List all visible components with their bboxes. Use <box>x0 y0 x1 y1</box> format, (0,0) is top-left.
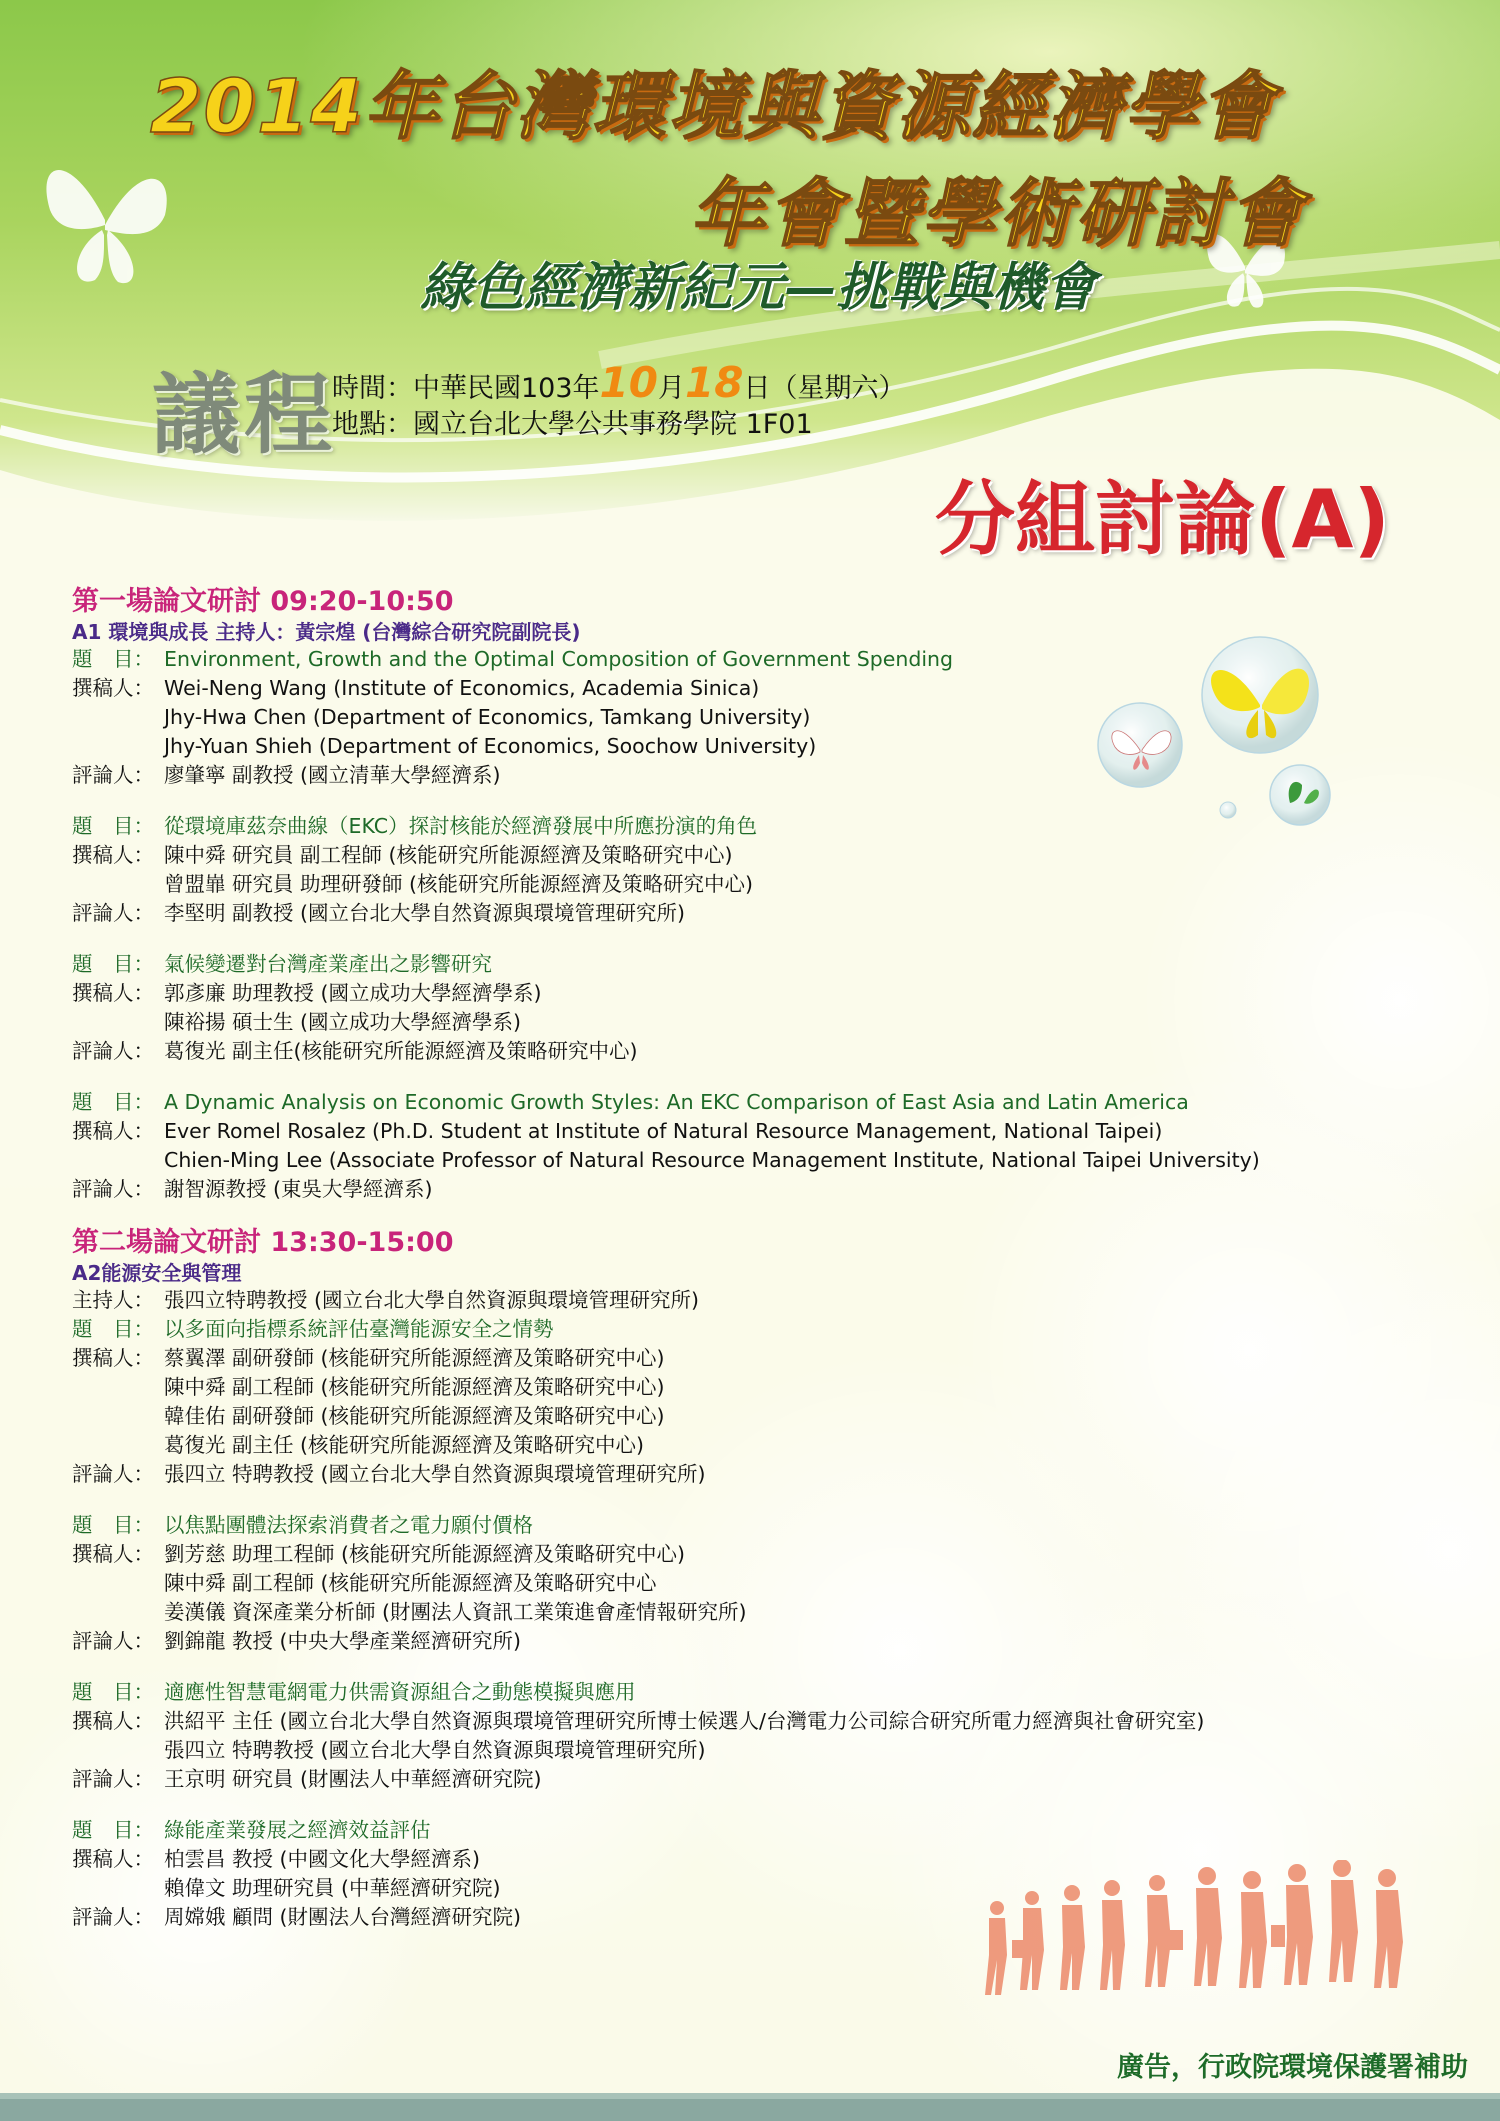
author: 韓佳佑 副研發師 (核能研究所能源經濟及策略研究中心) <box>164 1404 665 1428</box>
discussant-label: 評論人： <box>72 1177 154 1201</box>
paper-title-label: 題 目： <box>72 1090 154 1114</box>
walking-people-icon <box>975 1860 1435 2000</box>
paper-discussant-row <box>72 1175 1452 1204</box>
paper-title-row <box>72 812 1452 841</box>
authors-label: 撰稿人： <box>72 1119 154 1143</box>
author: 姜漢儀 資深產業分析師 (財團法人資訊工業策進會產情報研究所) <box>164 1600 747 1624</box>
paper-author-row <box>72 1707 1452 1736</box>
discussant: 張四立 特聘教授 (國立台北大學自然資源與環境管理研究所) <box>164 1462 706 1486</box>
paper-item <box>72 1511 1452 1656</box>
event-time <box>332 358 905 407</box>
author: 陳裕揚 碩士生 (國立成功大學經濟學系) <box>164 1010 522 1034</box>
session-track: A1 環境與成長 主持人：黃宗煌 (台灣綜合研究院副院長) <box>72 620 581 644</box>
author: 葛復光 副主任 (核能研究所能源經濟及策略研究中心) <box>164 1433 645 1457</box>
paper-item <box>72 1315 1452 1489</box>
main-title-line1: 2014年台灣環境與資源經濟學會 <box>150 64 1276 150</box>
paper-discussant-row <box>72 899 1452 928</box>
paper-item <box>72 1088 1452 1204</box>
paper-discussant-row <box>72 1460 1452 1489</box>
paper-author-row <box>72 1117 1452 1146</box>
discussant-label: 評論人： <box>72 763 154 787</box>
paper-title-row <box>72 1315 1452 1344</box>
discussant: 李堅明 副教授 (國立台北大學自然資源與環境管理研究所) <box>164 901 686 925</box>
session-track: A2能源安全與管理 <box>72 1261 242 1285</box>
paper-title-label: 題 目： <box>72 952 154 976</box>
author: 蔡翼澤 副研發師 (核能研究所能源經濟及策略研究中心) <box>164 1346 665 1370</box>
paper-title-row <box>72 645 1452 674</box>
paper-title: 綠能產業發展之經濟效益評估 <box>164 1818 431 1842</box>
footer-note: 廣告，行政院環境保護署補助 <box>1117 2052 1468 2083</box>
paper-title: 從環境庫茲奈曲線（EKC）探討核能於經濟發展中所應扮演的角色 <box>164 814 758 838</box>
section-title: 分組討論(A) <box>934 473 1390 566</box>
paper-title: A Dynamic Analysis on Economic Growth Styles: An EKC Comparison of East Asia and Latin America <box>164 1090 1189 1114</box>
subtitle: 綠色經濟新紀元—挑戰與機會 <box>420 257 1097 318</box>
paper-author-row <box>72 1569 1452 1598</box>
paper-author-row <box>72 1540 1452 1569</box>
agenda-label: 議程 <box>152 363 337 466</box>
main-title-line2: 年會暨學術研討會 <box>690 171 1306 257</box>
authors-label: 撰稿人： <box>72 843 154 867</box>
paper-title: 適應性智慧電網電力供需資源組合之動態模擬與應用 <box>164 1680 636 1704</box>
event-day: 18 <box>685 358 744 407</box>
discussant: 廖肇寧 副教授 (國立清華大學經濟系) <box>164 763 501 787</box>
paper-author-row <box>72 1598 1452 1627</box>
paper-author-row <box>72 1431 1452 1460</box>
session-title: 第一場論文研討 09:20-10:50 <box>72 586 454 617</box>
paper-item <box>72 1678 1452 1794</box>
host: 張四立特聘教授 (國立台北大學自然資源與環境管理研究所) <box>164 1288 700 1312</box>
discussant-label: 評論人： <box>72 1905 154 1929</box>
paper-title-label: 題 目： <box>72 1680 154 1704</box>
event-place: 地點：國立台北大學公共事務學院 1F01 <box>332 409 813 440</box>
author: Wei-Neng Wang (Institute of Economics, Academia Sinica) <box>164 676 760 700</box>
author: 洪紹平 主任 (國立台北大學自然資源與環境管理研究所博士候選人/台灣電力公司綜合研究所電力經濟與社會研究室) <box>164 1709 1205 1733</box>
discussant-label: 評論人： <box>72 1629 154 1653</box>
authors-label: 撰稿人： <box>72 676 154 700</box>
discussant-label: 評論人： <box>72 1767 154 1791</box>
program-list <box>72 585 1452 1932</box>
paper-title-row <box>72 950 1452 979</box>
paper-discussant-row <box>72 1765 1452 1794</box>
event-month: 10 <box>599 358 658 407</box>
discussant-label: 評論人： <box>72 1462 154 1486</box>
author: 曾盟㠑 研究員 助理研發師 (核能研究所能源經濟及策略研究中心) <box>164 872 754 896</box>
paper-author-row <box>72 1736 1452 1765</box>
session-title: 第二場論文研討 13:30-15:00 <box>72 1227 454 1258</box>
paper-title: 以焦點團體法探索消費者之電力願付價格 <box>164 1513 533 1537</box>
author: 陳中舜 副工程師 (核能研究所能源經濟及策略研究中心 <box>164 1571 657 1595</box>
paper-item <box>72 645 1452 790</box>
author: 張四立 特聘教授 (國立台北大學自然資源與環境管理研究所) <box>164 1738 706 1762</box>
paper-discussant-row <box>72 1627 1452 1656</box>
author: 劉芳慈 助理工程師 (核能研究所能源經濟及策略研究中心) <box>164 1542 686 1566</box>
event-day-suffix: 日（星期六） <box>743 373 906 404</box>
authors-label: 撰稿人： <box>72 1346 154 1370</box>
discussant-label: 評論人： <box>72 1039 154 1063</box>
paper-author-row <box>72 1402 1452 1431</box>
paper-author-row <box>72 1373 1452 1402</box>
paper-author-row <box>72 979 1452 1008</box>
discussant-label: 評論人： <box>72 901 154 925</box>
author: Chien-Ming Lee (Associate Professor of Natural Resource Management Institute, National Taipei University) <box>164 1148 1260 1172</box>
paper-author-row <box>72 732 1452 761</box>
paper-title-row <box>72 1816 1452 1845</box>
discussant: 謝智源教授 (東吳大學經濟系) <box>164 1177 433 1201</box>
paper-title: 氣候變遷對台灣產業產出之影響研究 <box>164 952 492 976</box>
event-time-prefix: 時間：中華民國103年 <box>332 373 600 404</box>
author: 陳中舜 副工程師 (核能研究所能源經濟及策略研究中心) <box>164 1375 665 1399</box>
paper-title-label: 題 目： <box>72 1513 154 1537</box>
author: 郭彥廉 助理教授 (國立成功大學經濟學系) <box>164 981 542 1005</box>
discussant: 葛復光 副主任(核能研究所能源經濟及策略研究中心) <box>164 1039 638 1063</box>
paper-title-label: 題 目： <box>72 647 154 671</box>
authors-label: 撰稿人： <box>72 981 154 1005</box>
discussant: 王京明 研究員 (財團法人中華經濟研究院) <box>164 1767 542 1791</box>
paper-author-row <box>72 703 1452 732</box>
authors-label: 撰稿人： <box>72 1542 154 1566</box>
author: Jhy-Hwa Chen (Department of Economics, Tamkang University) <box>164 705 811 729</box>
session-host-row <box>72 1286 1452 1315</box>
paper-title-label: 題 目： <box>72 814 154 838</box>
paper-title: 以多面向指標系統評估臺灣能源安全之情勢 <box>164 1317 554 1341</box>
paper-author-row <box>72 870 1452 899</box>
paper-title-label: 題 目： <box>72 1818 154 1842</box>
authors-label: 撰稿人： <box>72 1709 154 1733</box>
paper-author-row <box>72 841 1452 870</box>
paper-title-row <box>72 1088 1452 1117</box>
author: 賴偉文 助理研究員 (中華經濟研究院) <box>164 1876 501 1900</box>
butterfly-left-icon <box>30 140 180 310</box>
paper-item <box>72 812 1452 928</box>
authors-label: 撰稿人： <box>72 1847 154 1871</box>
author: 柏雲昌 教授 (中國文化大學經濟系) <box>164 1847 481 1871</box>
discussant: 周嫦娥 顧問 (財團法人台灣經濟研究院) <box>164 1905 522 1929</box>
author: Ever Romel Rosalez (Ph.D. Student at Institute of Natural Resource Management, National Taipei) <box>164 1119 1163 1143</box>
paper-author-row <box>72 1008 1452 1037</box>
author: Jhy-Yuan Shieh (Department of Economics, Soochow University) <box>164 734 817 758</box>
paper-discussant-row <box>72 761 1452 790</box>
discussant: 劉錦龍 教授 (中央大學產業經濟研究所) <box>164 1629 522 1653</box>
event-month-suffix: 月 <box>658 373 685 404</box>
paper-item <box>72 950 1452 1066</box>
paper-title-label: 題 目： <box>72 1317 154 1341</box>
paper-title-row <box>72 1678 1452 1707</box>
paper-title: Environment, Growth and the Optimal Composition of Government Spending <box>164 647 954 671</box>
paper-author-row <box>72 1344 1452 1373</box>
paper-discussant-row <box>72 1037 1452 1066</box>
paper-author-row <box>72 1146 1452 1175</box>
paper-author-row <box>72 674 1452 703</box>
host-label: 主持人： <box>72 1288 154 1312</box>
author: 陳中舜 研究員 副工程師 (核能研究所能源經濟及策略研究中心) <box>164 843 733 867</box>
paper-title-row <box>72 1511 1452 1540</box>
